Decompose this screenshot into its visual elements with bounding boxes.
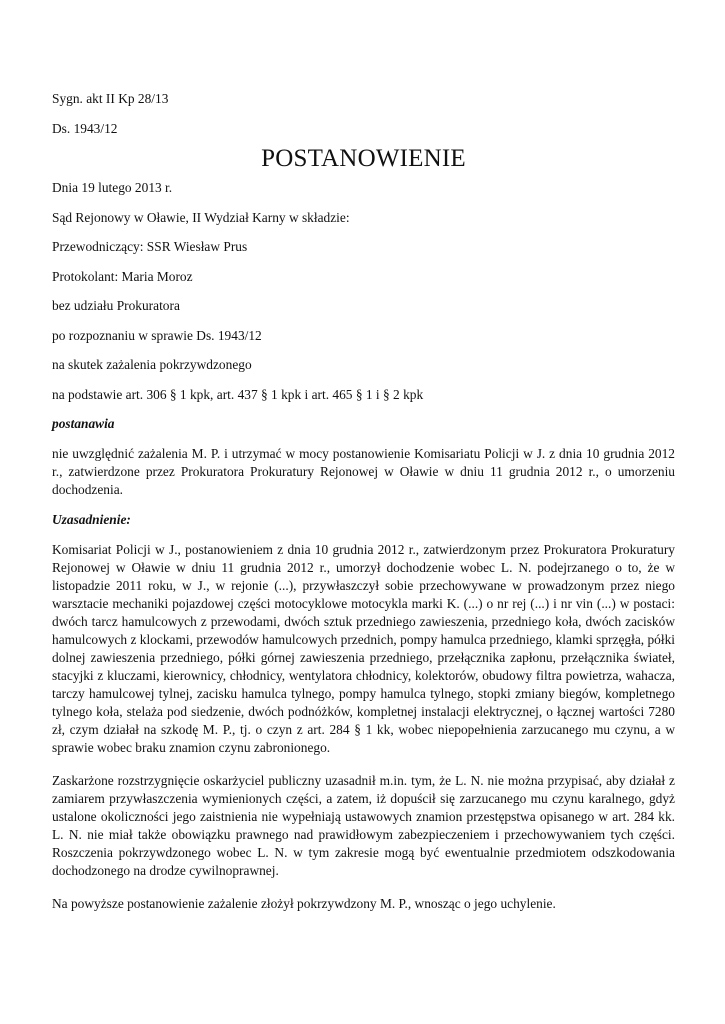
justification-heading: Uzasadnienie: xyxy=(52,512,131,527)
justification-paragraph-2: Zaskarżone rozstrzygnięcie oskarżyciel publiczny uzasadnił m.in. tym, że L. N. nie można przypisać, aby działał z zamiarem przywłaszczenia wymienionych części, a zatem, iż dopuścił się zarzucanego mu czynu karalnego, gdyż ustalone okoliczności jego zaistnienia nie wypełniają ustawowych znamion przestępstwa opisanego w art. 284 kk. L. N. nie miał także obowiązku prawnego nad prawidłowym zabezpieczeniem i przechowywaniem tych części. Roszczenia pokrzywdzonego wobec L. N. w tym zakresie mogą być ewentualnie przedmiotem odszkodowania dochodzonego na drodze cywilnoprawnej. xyxy=(52,773,675,878)
header-case: po rozpoznaniu w sprawie Ds. 1943/12 xyxy=(52,327,262,343)
justification-paragraph-1: Komisariat Policji w J., postanowieniem z dnia 10 grudnia 2012 r., zatwierdzonym przez Prokuratora Prokuratury Rejonowej w Oławie w dniu 11 grudnia 2012 r., umorzył dochodzenie wobec L. N. podejrzanego o to, że w listopadzie 2011 roku, w J., w rejonie (...), przywłaszczył sobie przechowywane w prowadzonym przez niego warsztacie mechaniki pojazdowej części motocyklowe motocykla marki K. (...) o nr rej (...) i nr vin (...) w postaci: dwóch tarcz hamulcowych z przewodami, dwóch sztuk przedniego zawieszenia, przedniego koła, dwóch zacisków hamulcowych z klockami, przewodów hamulcowych przednich, pompy hamulca przedniego, klamki sprzęgła, półki dolnej zawieszenia przedniego, półki górnej zawieszenia przedniego, przełącznika zapłonu, przełącznika świateł, stacyjki z kluczami, kierownicy, chłodnicy, wentylatora chłodnicy, kolektorów, obudowy filtra powietrza, wahacza, tarczy hamulcowej tylnej, zacisku hamulca tylnego, pompy hamulca tylnego, stopki zmiany biegów, kompletnego tylnego koła, stelaża pod siedzenie, dwóch podnóżków, kompletnej instalacji elektrycznej, o łącznej wartości 7280 zł, czym działał na szkodę M. P., tj. o czyn z art. 284 § 1 kk, wobec niepopełnienia zarzucanego mu czynu, a w sprawie wobec braku znamion czynu zabronionego. xyxy=(52,542,675,755)
ruling-heading: postanawia xyxy=(52,416,115,431)
document-title: POSTANOWIENIE xyxy=(261,145,466,172)
header-presiding-judge: Przewodniczący: SSR Wiesław Prus xyxy=(52,239,248,254)
header-date: Dnia 19 lutego 2013 r. xyxy=(52,180,173,195)
ruling-text: nie uwzględnić zażalenia M. P. i utrzymać w mocy postanowienie Komisariatu Policji w J. z dnia 10 grudnia 2012 r., zatwierdzone przez Prokuratora Prokuratury Rejonowej w Oławie w dniu 11 grudnia 2012 r., o umorzeniu dochodzenia. xyxy=(52,446,675,497)
ds-number: Ds. 1943/12 xyxy=(52,120,118,136)
header-prosecutor: bez udziału Prokuratora xyxy=(52,298,180,313)
header-complaint: na skutek zażalenia pokrzywdzonego xyxy=(52,357,252,372)
header-recorder: Protokolant: Maria Moroz xyxy=(52,268,193,284)
case-signature: Sygn. akt II Kp 28/13 xyxy=(52,91,169,106)
justification-paragraph-3: Na powyższe postanowienie zażalenie złożył pokrzywdzony M. P., wnosząc o jego uchylenie. xyxy=(52,896,556,911)
header-court: Sąd Rejonowy w Oławie, II Wydział Karny w składzie: xyxy=(52,209,350,225)
document-page xyxy=(52,90,675,925)
header-legal-basis: na podstawie art. 306 § 1 kpk, art. 437 § 1 kpk i art. 465 § 1 i § 2 kpk xyxy=(52,386,424,402)
